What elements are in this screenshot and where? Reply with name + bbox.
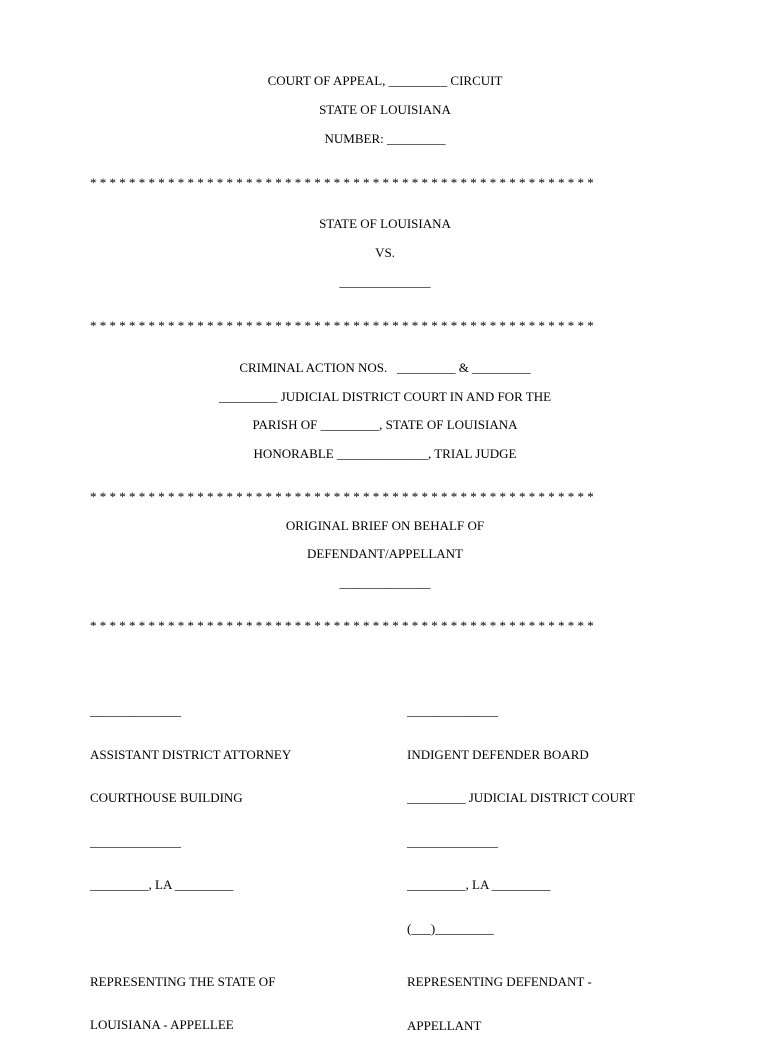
versus-label: VS. [375,245,395,260]
appellant-representing-line1: REPRESENTING DEFENDANT - [407,974,592,989]
appellant-title: INDIGENT DEFENDER BOARD [407,746,589,762]
state-heading: STATE OF LOUISIANA [319,102,451,117]
appellant-city-line: _________, LA _________ [407,877,551,892]
appellee-representing-line1: REPRESENTING THE STATE OF [90,973,276,989]
court-of-appeal-line: COURT OF APPEAL, _________ CIRCUIT [267,73,503,88]
appellant-name-blank: ______________ [407,703,498,718]
brief-title-line2: DEFENDANT/APPELLANT [307,546,463,561]
appellant-counsel-block [407,675,635,1062]
defendant-blank: ______________ [339,274,431,289]
appellant-phone-line: (___)_________ [407,920,494,936]
appellee-address1: COURTHOUSE BUILDING [90,790,243,805]
separator-4: * * * * * * * * * * * * * * * * * * * * * * * * * * * * * * * * * * * * * * * * * * * * * * * * * * * * [90,618,594,633]
appellant-court-line: _________ JUDICIAL DISTRICT COURT [407,790,635,805]
plaintiff-name: STATE OF LOUISIANA [319,216,451,231]
parish-line: PARISH OF _________, STATE OF LOUISIANA [252,417,518,432]
appellee-counsel-block [90,675,291,1062]
brief-title-blank: ______________ [339,575,431,590]
appellee-address2-blank: ______________ [90,833,181,849]
appellant-address-blank: ______________ [407,833,498,849]
brief-title-line1: ORIGINAL BRIEF ON BEHALF OF [285,518,485,533]
criminal-action-line: CRIMINAL ACTION NOS. _________ & _________ [239,360,531,375]
appellant-representing-line2: APPELLANT [407,1017,482,1033]
appellee-title: ASSISTANT DISTRICT ATTORNEY [90,746,292,762]
district-court-line: _________ JUDICIAL DISTRICT COURT IN AND FOR THE [218,389,552,404]
separator-3: * * * * * * * * * * * * * * * * * * * * * * * * * * * * * * * * * * * * * * * * * * * * * * * * * * * * [90,489,594,504]
appellee-city-line: _________, LA _________ [90,877,234,892]
separator-1: * * * * * * * * * * * * * * * * * * * * * * * * * * * * * * * * * * * * * * * * * * * * * * * * * * * * [90,175,594,190]
appellee-name-blank: ______________ [90,703,181,718]
docket-number-line: NUMBER: _________ [324,131,446,146]
trial-judge-line: HONORABLE ______________, TRIAL JUDGE [253,446,517,461]
appellee-representing-line2: LOUISIANA - APPELLEE [90,1017,234,1032]
separator-2: * * * * * * * * * * * * * * * * * * * * * * * * * * * * * * * * * * * * * * * * * * * * * * * * * * * * [90,318,594,333]
